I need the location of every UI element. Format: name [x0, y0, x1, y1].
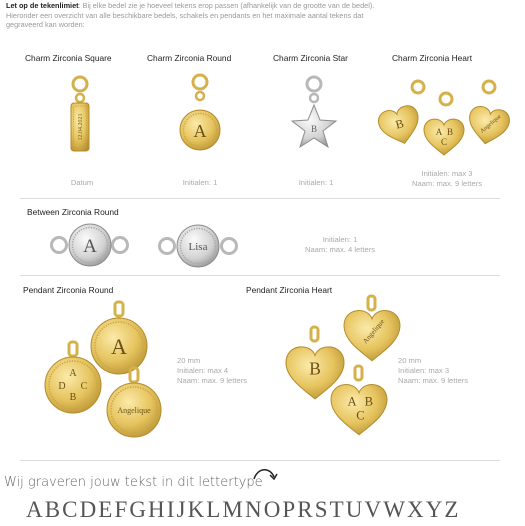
font-alphabet: ABCDEFGHIJKLMNOPRSTUVWXYZ [26, 497, 461, 522]
charm-square-caption: Datum [70, 178, 94, 187]
pendant-heart-caption-line3: Naam: max. 9 letters [398, 376, 469, 385]
intro-line3: gegraveerd kan worden: [6, 20, 85, 30]
charm-heart-title: Charm Zirconia Heart [392, 53, 473, 63]
pendant-round-engraving-c: C [80, 381, 88, 392]
charm-square-engraving: 12.04.2021 [78, 113, 84, 141]
intro-line1: : Bij elke bedel zie je hoeveel tekens erop passen (afhankelijk van de grootte van de bedel). [78, 1, 375, 10]
pendant-round-engraving-a2: A [69, 368, 77, 379]
charm-round-title: Charm Zirconia Round [147, 53, 232, 63]
pendant-heart-title: Pendant Zirconia Heart [246, 285, 333, 295]
charm-round-image [180, 75, 220, 150]
charm-heart-caption-line2: Naam: max. 9 letters [411, 179, 483, 188]
pendant-heart-caption-line2: Initialen: max 3 [398, 366, 450, 375]
between-caption-line1: Initialen: 1 [322, 235, 358, 244]
pendant-heart-engraving-b: B [309, 358, 321, 379]
charm-heart-image [376, 81, 511, 155]
pendant-heart-engraving-name: Angelique [361, 317, 387, 346]
charm-star-title: Charm Zirconia Star [273, 53, 348, 63]
between-caption-line2: Naam: max. 4 letters [304, 245, 376, 254]
pendant-round-engraving-a: A [111, 334, 127, 359]
between-title: Between Zirconia Round [27, 207, 119, 217]
between-round-a-image [52, 224, 128, 266]
charm-star-caption: Initialen: 1 [298, 178, 334, 187]
charm-heart-engraving-c: C [440, 137, 448, 147]
charm-heart-engraving-b: B [393, 116, 406, 132]
pendant-round-caption-line3: Naam: max. 9 letters [177, 376, 248, 385]
font-section-title: Wij graveren jouw tekst in dit lettertype [4, 475, 263, 490]
charm-heart-engraving-a: A [435, 127, 443, 137]
pendant-heart-engraving-a: A [347, 394, 357, 409]
between-round-lisa-image [160, 225, 237, 267]
pendant-round-engraving-d: D [58, 381, 66, 392]
pendant-round-caption-line2: Initialen: max 4 [177, 366, 229, 375]
pendant-heart-caption-line1: 20 mm [398, 356, 422, 365]
pendant-heart-engraving-b2: B [364, 394, 374, 409]
charm-round-caption: Initialen: 1 [182, 178, 218, 187]
charm-square-image [71, 77, 89, 151]
charm-round-engraving: A [193, 121, 207, 141]
charm-square-title: Charm Zirconia Square [25, 53, 112, 63]
charm-heart-engraving-b2: B [446, 127, 454, 137]
pendant-heart-engraving-c: C [356, 408, 365, 423]
between-engraving-a: A [83, 236, 97, 257]
pendant-round-image [45, 302, 161, 437]
charm-star-image [292, 77, 336, 147]
between-engraving-lisa: Lisa [188, 241, 208, 253]
charm-heart-caption-line1: Initialen: max 3 [421, 169, 473, 178]
charm-star-engraving: B [310, 124, 318, 134]
charm-heart-engraving-name: Angelique [479, 113, 503, 135]
pendant-round-engraving-b: B [69, 392, 77, 403]
pendant-round-title: Pendant Zirconia Round [23, 285, 114, 295]
intro-line2: Hieronder een overzicht van alle beschikbare bedels, schakels en pendants en het maximale aantal tekens dat [6, 10, 364, 20]
pendant-round-engraving-name: Angelique [117, 406, 151, 415]
pendant-round-caption-line1: 20 mm [177, 356, 201, 365]
intro-lead: Let op de tekenlimiet [6, 1, 79, 10]
pendant-heart-image [286, 296, 400, 435]
